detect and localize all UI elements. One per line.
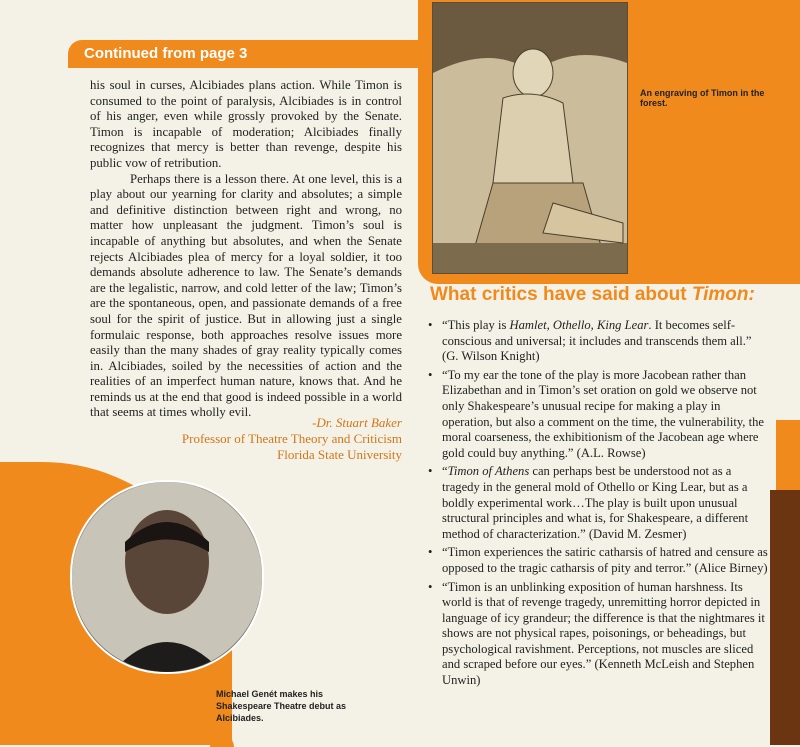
critic-quote: • “Timon experiences the satiric catharsis of hatred and censure as opposed to the tragic catharsis of pity and terror.” (Alice Birney) xyxy=(428,545,768,576)
timon-engraving-image xyxy=(432,2,628,274)
decorative-orange-stripe xyxy=(776,420,800,500)
actor-portrait-photo xyxy=(70,480,264,674)
photo-caption: Michael Genét makes his Shakespeare Theatre debut as Alcibiades. xyxy=(216,689,347,723)
critics-heading xyxy=(430,284,790,306)
article-body xyxy=(90,78,402,421)
decorative-brown-stripe xyxy=(770,490,800,745)
critic-quote: • “To my ear the tone of the play is more Jacobean rather than Elizabethan and in Timon’s set oration on gold we observe not only Shakespeare’s unusual recipe for making a play in operation, but also a comment on the time, the vulnerability, the moral coarseness, the exhibitionism of the Jacobean age where gold could buy anything.” (A.L. Rowse) xyxy=(428,368,768,462)
article-paragraph-2: Perhaps there is a lesson there. At one level, this is a play about our yearning for clarity and absolutes; a simple and definitive distinction between right and wrong, no matter how unpleasant the judgment. Timon’s soul is incapable of anything but absolutes, and when the Senate rejects Alcibiades plea of mercy for a loyal soldier, it too demands absolute adherence to law. The Senate’s demands are the legalistic, narrow, and cold letter of the law; Timon’s are the spontaneous, open, and passionate demands of a free soul for the spirit of justice. But in allowing just a single formulaic response, both approaches resolve issues more easily than the many shades of gray reality typically comes in. Alcibiades, soiled by the necessities of action and the realities of an imperfect human nature, knows that. And he reminds us at the end that good is indeed possible in a world that seems at times wholly evil. xyxy=(90,171,402,420)
continued-label: Continued from page 3 xyxy=(84,45,248,62)
critic-quote: • “This play is Hamlet, Othello, King Lear. It becomes self-conscious and universal; it includes and transcends them all.” (G. Wilson Knight) xyxy=(428,318,768,365)
critics-quote-list xyxy=(428,318,768,692)
critic-quote: • “Timon of Athens can perhaps best be understood not as a tragedy in the general mold of Othello or King Lear, but as a boldly experimental work…The play is built upon unusual structural principles and what is, for Shakespeare, a different method of characterization.” (David M. Zesmer) xyxy=(428,464,768,542)
author-affiliation: Florida State University xyxy=(277,447,402,462)
author-signature xyxy=(170,415,402,463)
engraving-caption: An engraving of Timon in the forest. xyxy=(640,88,765,108)
critics-heading-prefix: What critics have said about xyxy=(430,284,692,305)
author-title: Professor of Theatre Theory and Criticism xyxy=(181,431,402,446)
article-paragraph-1: his soul in curses, Alcibiades plans action. While Timon is consumed to the point of paralysis, Alcibiades is in control of his anger, even while grossly provoked by the Senate. Timon is incapable of moderation; Alcibiades finally recognizes that mercy is better than revenge, despite his public vow of retribution. xyxy=(90,78,402,170)
author-name: -Dr. Stuart Baker xyxy=(312,415,402,430)
critics-heading-italic: Timon: xyxy=(691,284,755,305)
critic-quote: • “Timon is an unblinking exposition of human harshness. Its world is that of revenge tragedy, unremitting horror depicted in language of icy grandeur; the difference is that the nightmares it shows are not physical rapes, poisonings, or beheadings, but psychological ravishment. Perceptions, not muscles are sliced and scraped before our eyes.” (Kenneth McLeish and Stephen Unwin) xyxy=(428,580,768,689)
continued-tab xyxy=(68,40,430,68)
